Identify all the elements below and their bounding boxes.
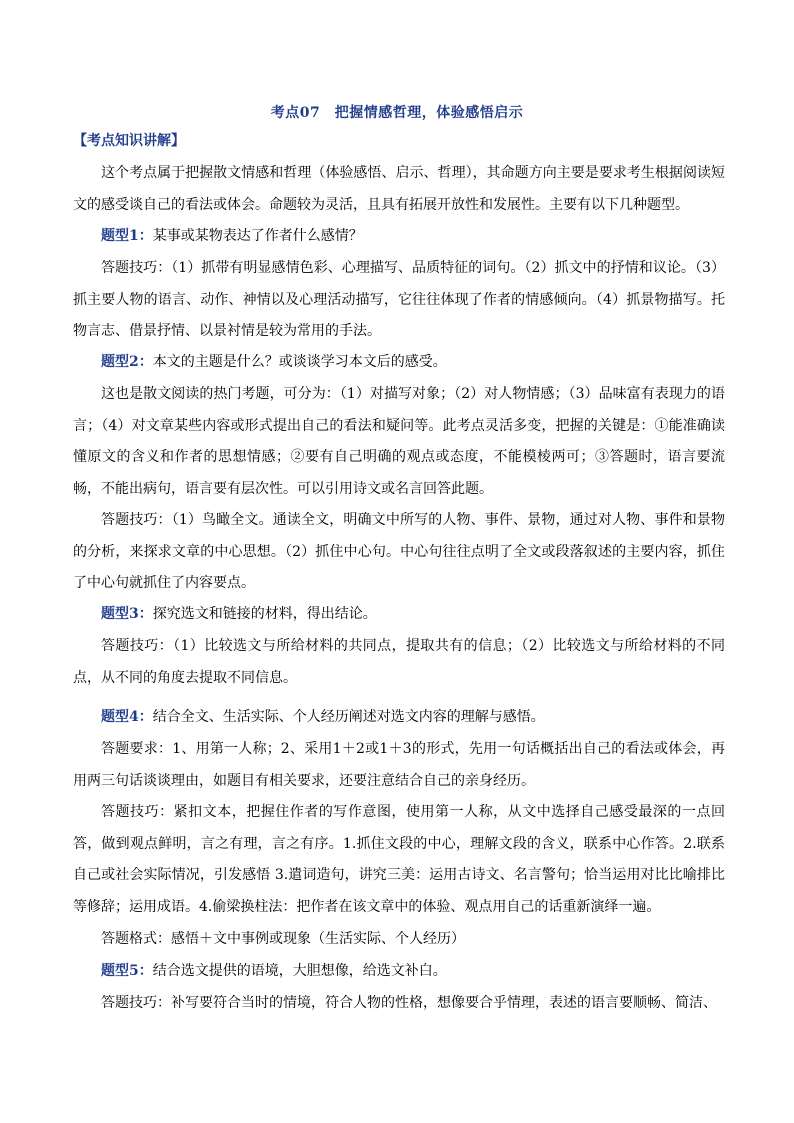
type4-requirements-paragraph: 答题要求：1、用第一人称；2、采用1＋2或1＋3的形式，先用一句话概括出自己的看法或体会，再用两三句话谈谈理由，如题目有相关要求，还要注意结合自己的亲身经历。: [73, 741, 725, 789]
question-type-1: [73, 221, 725, 253]
question-type-text: 本文的主题是什么？或谈谈学习本文后的感受。: [152, 354, 447, 370]
type4-tips-paragraph: 答题技巧：紧扣文本，把握住作者的写作意图，使用第一人称，从文中选择自己感受最深的一点回答，做到观点鲜明，言之有理，言之有序。1.抓住文段的中心，理解文段的含义，联系中心作答。2.联系自己或社会实际情况，引发感悟 3.遣词造句，讲究三美：运用古诗文、名言警句；恰当运用对比比喻排比等修辞；运用成语。4.偷梁换柱法：把作者在该文章中的体验、观点用自己的话重新演绎一遍。: [73, 804, 725, 915]
question-type-text: 探究选文和链接的材料，得出结论。: [152, 606, 377, 622]
type2-description-paragraph: 这也是散文阅读的热门考题，可分为：（1）对描写对象；（2）对人物情感；（3）品味富有表现力的语言；（4）对文章某些内容或形式提出自己的看法和疑问等。此考点灵活多变，把握的关键是：①能准确读懂原文的含义和作者的思想情感；②要有自己明确的观点或态度，不能模棱两可；③答题时，语言要流畅，不能出病句，语言要有层次性。可以引用诗文或名言回答此题。: [73, 386, 725, 497]
question-type-3: [73, 599, 725, 631]
type3-tips-paragraph: 答题技巧：（1）比较选文与所给材料的共同点，提取共有的信息；（2）比较选文与所给材料的不同点，从不同的角度去提取不同信息。: [73, 638, 725, 686]
question-type-label: 题型3：: [101, 606, 153, 622]
intro-paragraph: 这个考点属于把握散文情感和哲理（体验感悟、启示、哲理），其命题方向主要是要求考生根据阅读短文的感受谈自己的看法或体会。命题较为灵活，且具有拓展开放性和发展性。主要有以下几种题型。: [73, 165, 725, 213]
type1-tips-paragraph: 答题技巧：（1）抓带有明显感情色彩、心理描写、品质特征的词句。（2）抓文中的抒情和议论。（3）抓主要人物的语言、动作、神情以及心理活动描写，它往往体现了作者的情感倾向。（4）抓景物描写。托物言志、借景抒情、以景衬情是较为常用的手法。: [73, 260, 725, 339]
type2-tips-paragraph: 答题技巧：（1）鸟瞰全文。通读全文，明确文中所写的人物、事件、景物，通过对人物、事件和景物的分析，来探求文章的中心思想。（2）抓住中心句。中心句往往点明了全文或段落叙述的主要内容，抓住了中心句就抓住了内容要点。: [73, 512, 725, 591]
question-type-text: 结合选文提供的语境，大胆想像，给选文补白。: [152, 963, 447, 979]
type4-format-paragraph: 答题格式：感悟＋文中事例或现象（生活实际、个人经历）: [101, 931, 465, 947]
question-type-label: 题型5：: [101, 963, 153, 979]
question-type-4: [73, 702, 725, 734]
question-type-text: 某事或某物表达了作者什么感情？: [152, 228, 363, 244]
question-type-2: [73, 347, 725, 379]
question-type-label: 题型4：: [101, 709, 153, 725]
question-type-label: 题型2：: [101, 354, 153, 370]
question-type-5: [73, 956, 725, 988]
section-heading: 【考点知识讲解】: [73, 133, 185, 149]
type5-tips-paragraph: 答题技巧：补写要符合当时的情境，符合人物的性格，想像要合乎情理，表述的语言要顺畅、简洁、: [101, 995, 717, 1011]
question-type-text: 结合全文、生活实际、个人经历阐述对选文内容的理解与感悟。: [152, 709, 545, 725]
question-type-label: 题型1：: [101, 228, 153, 244]
page-title: 考点07 把握情感哲理，体验感悟启示: [270, 105, 524, 121]
